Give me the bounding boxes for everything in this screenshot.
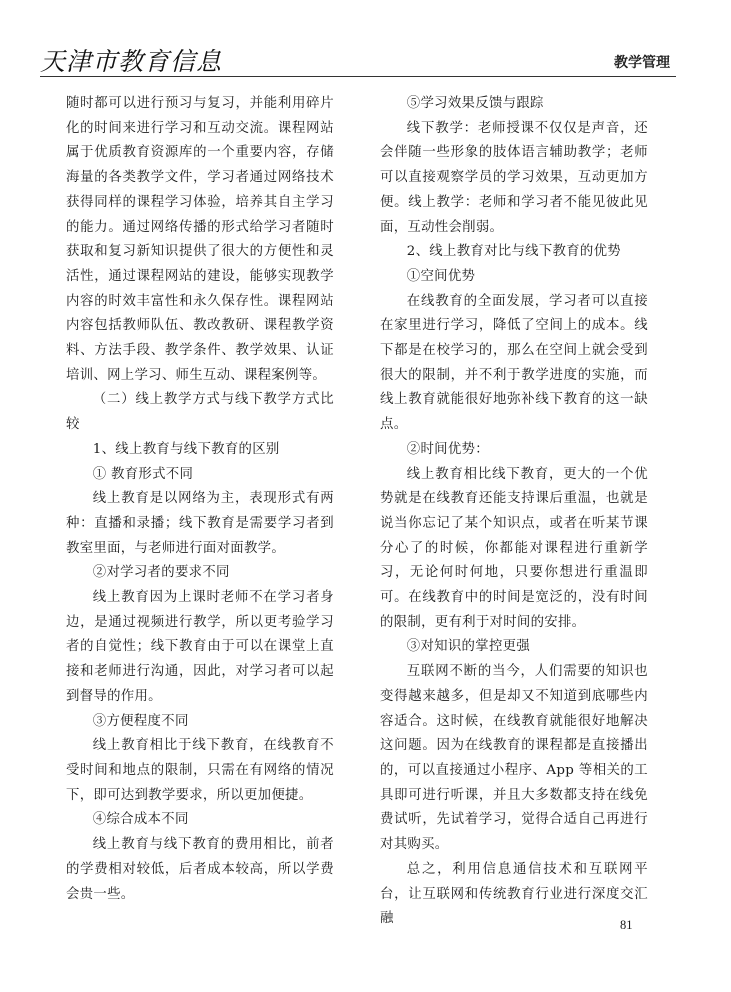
- paragraph: 2、线上教育对比与线下教育的优势: [406, 244, 621, 260]
- paragraph: 在线教育的全面发展，学习者可以直接在家里进行学习，降低了空间上的成本。线下都是在校学习的，那么在空间上就会受到很大的限制，并不利于教学进度的实施，而线上教育就能很好地弥补线下教育的这一缺点。: [380, 293, 648, 433]
- paragraph: 线上教育相比于线下教育，在线教育不受时间和地点的限制，只需在有网络的情况下，即可达到教学要求，所以更加便捷。: [66, 738, 334, 803]
- header-rule: [40, 76, 676, 77]
- paragraph: 总之，利用信息通信技术和互联网平台，让互联网和传统教育行业进行深度交汇融: [380, 861, 648, 927]
- paragraph: ① 教育形式不同: [92, 466, 194, 482]
- paragraph: 线上教育因为上课时老师不在学习者身边，是通过视频进行教学，所以更考验学习者的自觉性；线下教育由于可以在课堂上直接和老师进行沟通，因此，对学习者可以起到督导的作用。: [66, 590, 334, 704]
- paragraph: （二）线上教学方式与线下教学方式比较: [66, 392, 334, 433]
- paragraph: 1、线上教育与线下教育的区别: [92, 441, 280, 457]
- paragraph: ③对知识的掌控更强: [406, 639, 531, 655]
- paragraph: 线下教学：老师授课不仅仅是声音，还会伴随一些形象的肢体语言辅助教学；老师可以直接观察学员的学习效果，互动更加方便。线上教学：老师和学习者不能见彼此见面，互动性会削弱。: [380, 120, 648, 235]
- paragraph: ②对学习者的要求不同: [92, 565, 230, 581]
- paragraph: 线上教育是以网络为主，表现形式有两种：直播和录播；线下教育是需要学习者到教室里面，与老师进行面对面教学。: [66, 491, 334, 556]
- paragraph: ②时间优势：: [406, 441, 489, 457]
- paragraph: 随时都可以进行预习与复习，并能利用碎片化的时间来进行学习和互动交流。课程网站属于优质教育资源库的一个重要内容，存储海量的各类教学文件，学习者通过网络技术获得同样的课程学习体验，培养其自主学习的能力。通过网络传播的形式给学习者随时获取和复习新知识提供了很大的方便性和灵活性，通过课程网站的建设，能够实现教学内容的时效丰富性和永久保存性。课程网站内容包括教师队伍、教改教研、课程教学资料、方法手段、教学条件、教学效果、认证培训、网上学习、师生互动、课程案例等。: [66, 96, 334, 383]
- paragraph: ⑤学习效果反馈与跟踪: [406, 96, 544, 111]
- paragraph: 线上教育相比线下教育，更大的一个优势就是在线教育还能支持课后重温，也就是说当你忘记了某个知识点，或者在听某节课分心了的时候，你都能对课程进行重新学习，无论何时何地，只要你想进行重温即可。在线教育中的时间是宽泛的，没有时间的限制，更有利于对时间的安排。: [380, 466, 648, 630]
- right-column: [380, 92, 648, 932]
- paragraph: ③方便程度不同: [92, 713, 189, 729]
- paragraph: 互联网不断的当今，人们需要的知识也变得越来越多，但是却又不知道到底哪些内容适合。这时候，在线教育就能很好地解决这问题。因为在线教育的课程都是直接播出的，可以直接通过小程序、App 等相关的工具即可进行听课，并且大多数都支持在线免费试听，先试着学习，觉得合适自己再进行对其购买。: [380, 664, 648, 853]
- journal-logo: 天津市教育信息: [40, 47, 223, 76]
- paragraph: ①空间优势: [406, 268, 476, 284]
- section-title: 教学管理: [614, 55, 670, 71]
- page-header: [40, 38, 676, 78]
- left-column: [66, 92, 334, 907]
- page-number: 81: [620, 918, 633, 932]
- paragraph: 线上教育与线下教育的费用相比，前者的学费相对较低，后者成本较高，所以学费会贵一些。: [66, 837, 334, 902]
- paragraph: ④综合成本不同: [92, 812, 189, 828]
